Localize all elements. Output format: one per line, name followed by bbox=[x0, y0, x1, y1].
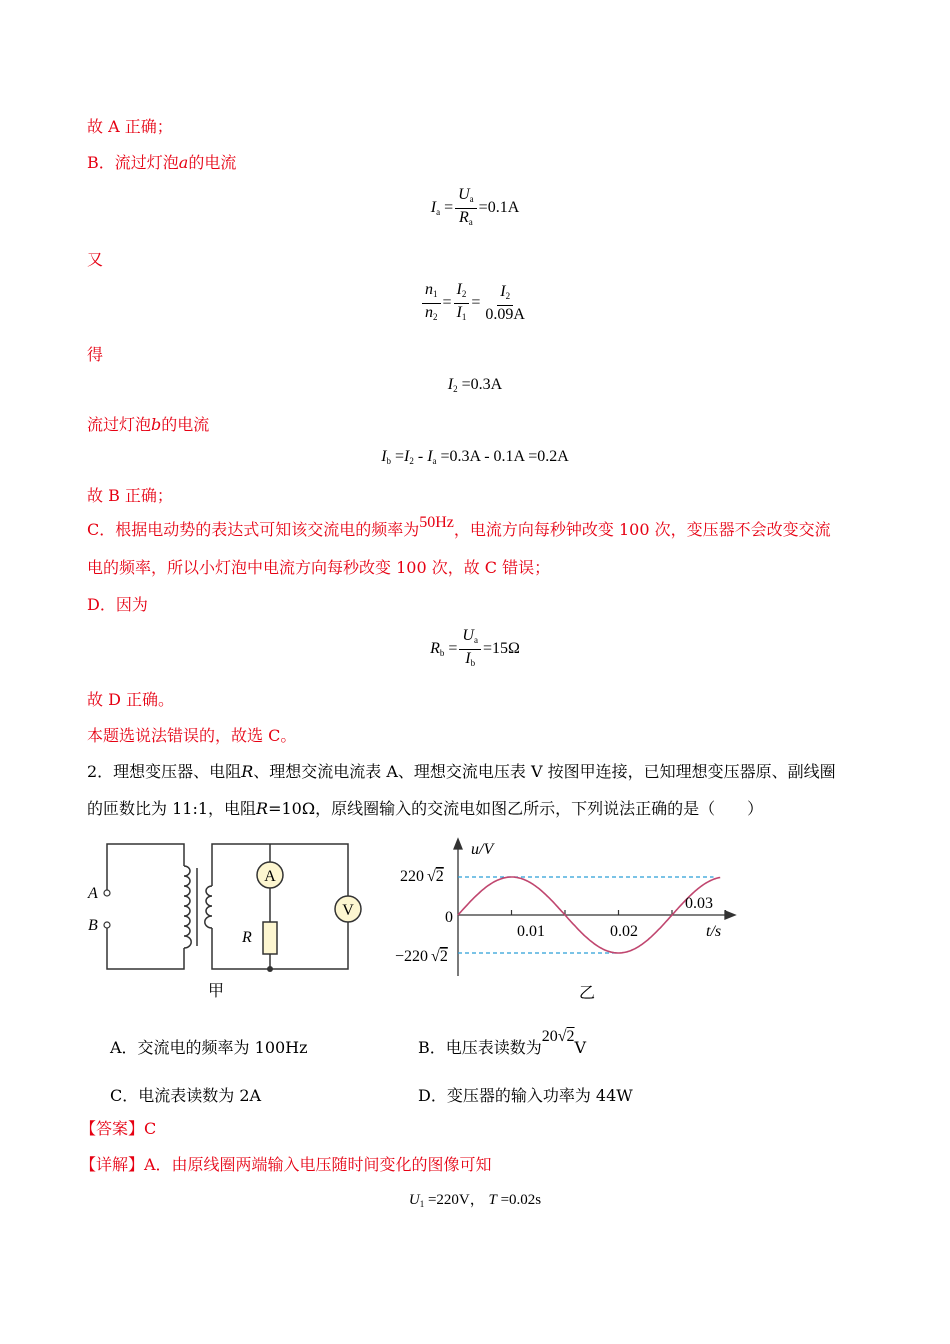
eq4-rhs: =0.3A - 0.1A =0.2A bbox=[440, 448, 569, 465]
line-get: 得 bbox=[87, 345, 104, 364]
equation-u1 bbox=[0, 1188, 950, 1209]
line-again: 又 bbox=[87, 250, 104, 269]
ymax-num: 220 bbox=[400, 868, 424, 885]
eq2-den: 0.09A bbox=[485, 306, 525, 323]
voltmeter-label: V bbox=[342, 902, 354, 919]
line-c1 bbox=[87, 514, 831, 541]
equation-i2 bbox=[0, 376, 950, 394]
question-line1 bbox=[87, 762, 836, 782]
junction-dot bbox=[267, 966, 273, 972]
q-line2a: 的匝数比为 11:1，电阻 bbox=[87, 799, 257, 818]
detail-line: 【详解】A．由原线圈两端输入电压随时间变化的图像可知 bbox=[80, 1155, 492, 1174]
option-b[interactable] bbox=[418, 1028, 587, 1058]
ymax-sqrt: 2 bbox=[435, 868, 444, 885]
eq2-n1: n bbox=[425, 281, 434, 298]
c-freq: 50Hz bbox=[419, 514, 454, 531]
c-line1b: ，电流方向每秒钟改变 100 次，变压器不会改变交流 bbox=[453, 520, 831, 539]
eq2-frac-val bbox=[482, 283, 528, 324]
x-axis-label: t/s bbox=[706, 923, 722, 940]
eq3-lhs: I bbox=[447, 376, 454, 393]
tick-label-003: 0.03 bbox=[685, 895, 713, 912]
eq4-lhs: I bbox=[381, 448, 387, 465]
eq2-i2b: I bbox=[500, 283, 506, 300]
ammeter-label: A bbox=[264, 868, 276, 885]
terminal-a bbox=[104, 890, 110, 896]
eq2-i1: I bbox=[456, 304, 462, 321]
y-axis-label bbox=[471, 841, 495, 858]
option-b-num: 20 bbox=[541, 1028, 558, 1045]
eq5-num: U bbox=[462, 627, 474, 644]
eq6-rest: =220V， bbox=[427, 1192, 485, 1208]
voltage-graph bbox=[395, 836, 745, 1006]
eq5-den-sub: b bbox=[470, 658, 476, 668]
label-a: A bbox=[88, 885, 98, 902]
eq1-lhs: I bbox=[430, 199, 437, 217]
eq5-rhs: =15Ω bbox=[482, 640, 520, 658]
eq6-u: U bbox=[408, 1192, 420, 1208]
ymax-label: 220 √2 bbox=[400, 868, 444, 885]
primary-coil bbox=[184, 866, 191, 948]
line-b-intro bbox=[87, 153, 236, 173]
resistor-icon bbox=[263, 922, 277, 954]
eq1-num-sub: a bbox=[469, 194, 474, 204]
eq4-lhs-sub: b bbox=[386, 456, 392, 466]
eq1-num: U bbox=[458, 186, 470, 203]
caption-yi: 乙 bbox=[578, 985, 596, 1002]
eq2-frac-n bbox=[422, 281, 441, 326]
eq5-num-sub: a bbox=[473, 635, 478, 645]
eq4-mid2: I bbox=[427, 448, 433, 465]
equation-ia: $I_a$ = $\frac{U_a}{R_a}$ =0.1A bbox=[0, 186, 950, 231]
eq6-t: T bbox=[488, 1192, 497, 1208]
eq2-i2: I bbox=[456, 281, 462, 298]
q-line2b: =10Ω，原线圈输入的交流电如图乙所示，下列说法正确的是（ ） bbox=[268, 799, 764, 818]
eq1-fraction bbox=[455, 186, 477, 231]
eq1-den-sub: a bbox=[468, 217, 473, 227]
eq4-mid1-sub: 2 bbox=[409, 456, 414, 466]
eq3-lhs-sub: 2 bbox=[453, 384, 458, 394]
secondary-wire-bottom bbox=[212, 922, 348, 969]
tick-label-001: 0.01 bbox=[517, 923, 545, 940]
eq2-n1-sub: 1 bbox=[433, 289, 438, 299]
line-a-correct: 故 A 正确； bbox=[87, 117, 173, 136]
b-intro-end: 的电流 bbox=[188, 153, 237, 172]
equation-rb: $R_b$ = $\frac{U_a}{I_b}$ =15Ω bbox=[0, 627, 950, 672]
line-d-intro: D．因为 bbox=[87, 595, 148, 614]
equation-turns-ratio: $\frac{n_1}{n_2}$ = $\frac{I_2}{I_1}$ = $\frac{I_2}{0.09A}$ bbox=[0, 281, 950, 326]
line-c2: 电的频率，所以小灯泡中电流方向每秒改变 100 次，故 C 错误； bbox=[87, 558, 551, 577]
caption-jia: 甲 bbox=[207, 983, 225, 1000]
x-axis-arrow bbox=[725, 911, 735, 919]
secondary-coil bbox=[205, 886, 212, 928]
answer-line: 【答案】C bbox=[80, 1119, 157, 1138]
origin-label: 0 bbox=[445, 909, 453, 926]
ymin-label: −220 √2 bbox=[395, 948, 448, 965]
eq1-den: R bbox=[459, 209, 469, 226]
ymin-num: −220 bbox=[395, 948, 429, 965]
primary-wire-bottom bbox=[107, 928, 184, 969]
ymin-sqrt: 2 bbox=[439, 948, 448, 965]
primary-wire-top bbox=[107, 844, 184, 890]
c-line1a: C．根据电动势的表达式可知该交流电的频率为 bbox=[87, 520, 420, 539]
eq6-trest: =0.02s bbox=[500, 1192, 542, 1208]
option-b-unit: V bbox=[574, 1038, 587, 1057]
b-intro-text: B．流过灯泡 bbox=[87, 153, 179, 172]
option-c[interactable]: C．电流表读数为 2A bbox=[110, 1086, 262, 1105]
q-line2-r: R bbox=[256, 799, 269, 818]
line-conclusion: 本题选说法错误的，故选 C。 bbox=[87, 726, 297, 745]
q-line1b: 、理想交流电流表 A、理想交流电压表 V 按图甲连接，已知理想变压器原、副线圈 bbox=[253, 762, 836, 781]
question-line2 bbox=[87, 799, 763, 819]
q-line1-r: R bbox=[241, 762, 254, 781]
eq4-mid1: I bbox=[404, 448, 410, 465]
line-flow-b bbox=[87, 415, 209, 435]
option-d[interactable]: D．变压器的输入功率为 44W bbox=[418, 1086, 633, 1105]
option-b-value: 20√2 bbox=[541, 1028, 575, 1045]
flow-b-end: 的电流 bbox=[161, 415, 210, 434]
eq5-den: I bbox=[465, 650, 471, 667]
eq3-rhs: =0.3A bbox=[461, 376, 503, 393]
label-b: B bbox=[88, 917, 98, 934]
eq2-i2-sub: 2 bbox=[461, 289, 467, 299]
label-r: R bbox=[242, 929, 252, 946]
option-b-sqrt: 2 bbox=[566, 1028, 575, 1045]
option-a[interactable]: A．交流电的频率为 100Hz bbox=[110, 1038, 308, 1057]
terminal-b bbox=[104, 922, 110, 928]
eq2-i1-sub: 1 bbox=[461, 312, 467, 322]
flow-b-text: 流过灯泡 bbox=[87, 415, 152, 434]
y-axis-arrow bbox=[454, 839, 462, 849]
eq6-sub: 1 bbox=[419, 1199, 425, 1209]
eq2-i2b-sub: 2 bbox=[505, 291, 511, 301]
q-line1a: 2．理想变压器、电阻 bbox=[87, 762, 242, 781]
equation-ib: $I_b =I_2 - I_a =0.3A - 0.1A =0.2A$ bbox=[381, 448, 569, 466]
flow-b-var: b bbox=[151, 415, 162, 434]
eq2-n2-sub: 2 bbox=[433, 312, 438, 322]
eq4-mid2-sub: a bbox=[432, 456, 437, 466]
eq5-lhs-sub: b bbox=[439, 648, 445, 659]
y-label-text: u/V bbox=[471, 841, 494, 858]
b-intro-var: a bbox=[178, 153, 189, 172]
eq1-lhs-sub: a bbox=[436, 207, 441, 218]
eq5-fraction bbox=[459, 627, 481, 672]
eq2-n2: n bbox=[425, 304, 434, 321]
option-b-text: B．电压表读数为 bbox=[418, 1038, 542, 1057]
line-d-correct: 故 D 正确。 bbox=[87, 690, 175, 709]
eq1-rhs: =0.1A bbox=[478, 199, 520, 217]
eq2-frac-i bbox=[454, 281, 470, 326]
line-b-correct: 故 B 正确； bbox=[87, 486, 173, 505]
circuit-diagram bbox=[80, 836, 370, 1006]
tick-label-002: 0.02 bbox=[610, 923, 638, 940]
eq5-lhs: R bbox=[430, 640, 440, 658]
